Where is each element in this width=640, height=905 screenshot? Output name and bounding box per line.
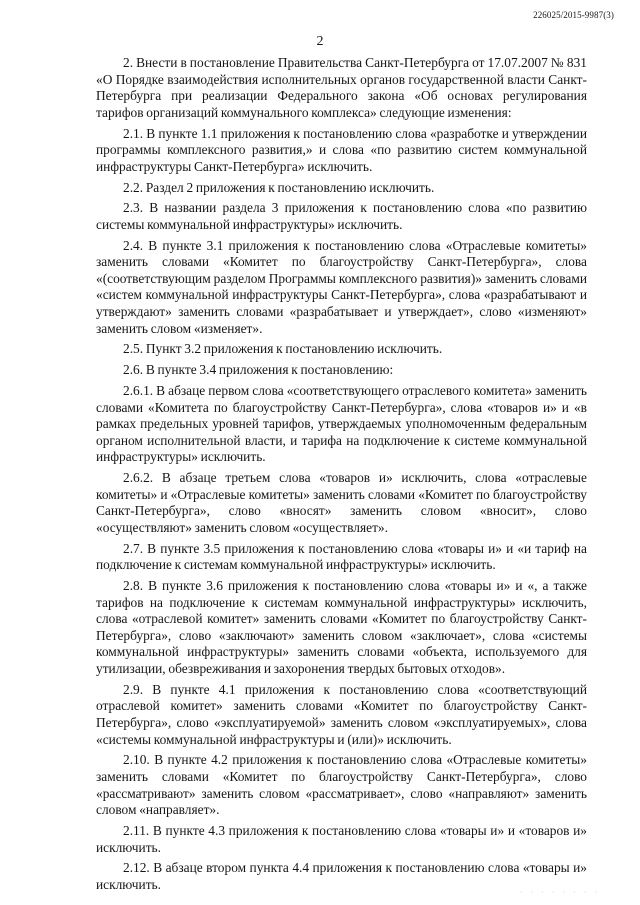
- document-body: [96, 55, 587, 898]
- scan-marks: · · · · · · · ·: [519, 888, 600, 897]
- paragraph-2-11: 2.11. В пункте 4.3 приложения к постановлению слова «товары и» и «товаров и» исключить.: [96, 822, 587, 855]
- paragraph-2-5: 2.5. Пункт 3.2 приложения к постановлению исключить.: [123, 341, 443, 357]
- paragraph-2-6: 2.6. В пункте 3.4 приложения к постановлению:: [123, 362, 394, 378]
- page-number: 2: [316, 34, 324, 49]
- paragraph-2-8: 2.8. В пункте 3.6 приложения к постановлению слова «товары и» и «, а также тарифов на подключение к системам коммунальной инфраструктуры» исключить, слова «отраслевой комитет» заменить словами «Комитет по благоустройству Санкт-Петербурга», слово «заключают» заменить словом «заключает», слова «системы коммунальной инфраструктуры» заменить словами «объекта, используемого для утилизации, обезвреживания и захоронения твердых бытовых отходов».: [96, 578, 587, 677]
- paragraph-2-3: 2.3. В названии раздела 3 приложения к постановлению слова «по развитию системы коммунальной инфраструктуры» исключить.: [96, 200, 587, 232]
- paragraph-2-6-1: 2.6.1. В абзаце первом слова «соответствующего отраслевого комитета» заменить словами «Комитета по благоустройству Санкт-Петербурга», слова «товаров и» и «в рамках предельных уровней тарифов, утверждаемых уполномоченным федеральным органом исполнительной власти, и тарифа на подключение к системе коммунальной инфраструктуры» исключить.: [96, 383, 587, 465]
- paragraph-2-1: 2.1. В пункте 1.1 приложения к постановлению слова «разработке и утверждении программы комплексного развития,» и слова «по развитию систем коммунальной инфраструктуры Санкт-Петербурга» исключить.: [96, 125, 587, 174]
- paragraph-2-2: 2.2. Раздел 2 приложения к постановлению исключить.: [123, 179, 435, 195]
- paragraph-2-7: 2.7. В пункте 3.5 приложения к постановлению слова «товары и» и «и тариф на подключение к системам коммунальной инфраструктуры» исключить.: [96, 540, 587, 573]
- paragraph-2-12: 2.12. В абзаце втором пункта 4.4 приложения к постановлению слова «товары и» исключить.: [96, 860, 587, 892]
- paragraph-2-10: 2.10. В пункте 4.2 приложения к постановлению слова «Отраслевые комитеты» заменить словами «Комитет по благоустройству Санкт-Петербурга», слово «рассматривают» заменить словом «рассматривает», слово «направляют» заменить словом «направляет».: [96, 752, 587, 818]
- paragraph-2: 2. Внести в постановление Правительства Санкт-Петербурга от 17.07.2007 № 831 «О Порядке взаимодействия исполнительных органов государственной власти Санкт-Петербурга при реализации Федерального закона «Об основах регулирования тарифов организаций коммунального комплекса» следующие изменения:: [96, 55, 587, 120]
- document-id: 226025/2015-9987(3): [533, 10, 614, 20]
- paragraph-2-6-2: 2.6.2. В абзаце третьем слова «товаров и» исключить, слова «отраслевые комитеты» и «Отраслевые комитеты» заменить словами «Комитет по благоустройству Санкт-Петербурга», слово «вносят» заменить словом «вносит», слово «осуществляют» заменить словом «осуществляет».: [96, 470, 587, 535]
- paragraph-2-4: 2.4. В пункте 3.1 приложения к постановлению слова «Отраслевые комитеты» заменить словами «Комитет по благоустройству Санкт-Петербурга», слова «(соответствующим разделом Программы комплексного развития)» заменить словами «систем коммунальной инфраструктуры Санкт-Петербурга», слова «разрабатывают и утверждают» заменить словами «разрабатывает и утверждает», слово «изменяют» заменить словом «изменяет».: [96, 237, 587, 336]
- paragraph-2-9: 2.9. В пункте 4.1 приложения к постановлению слова «соответствующий отраслевой комитет» заменить словами «Комитет по благоустройству Санкт-Петербурга», слово «эксплуатируемой» заменить словом «эксплуатируемых», слова «системы коммунальной инфраструктуры и (или)» исключить.: [96, 681, 587, 747]
